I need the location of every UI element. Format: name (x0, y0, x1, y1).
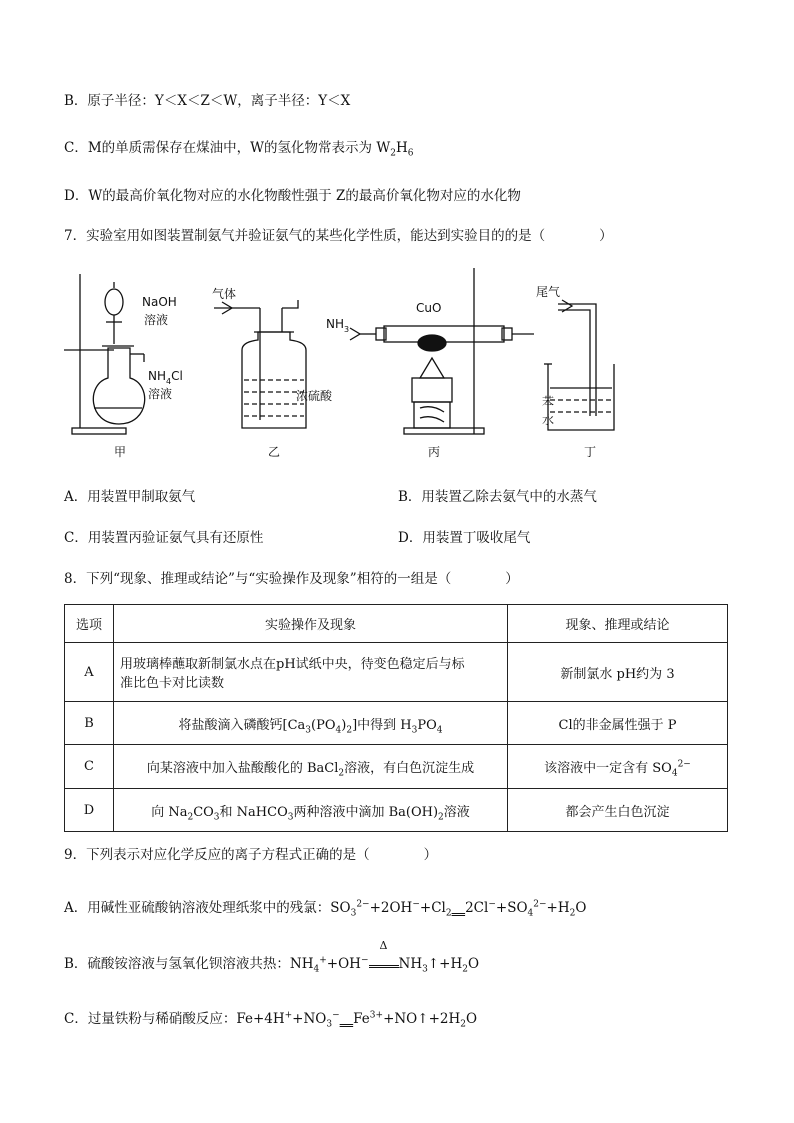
question-7-stem: 7．实验室用如图装置制氨气并验证氨气的某些化学性质，能达到实验目的的是（ ） (64, 228, 613, 244)
header-conclusion: 现象、推理或结论 (508, 605, 728, 643)
q9-option-b: B．硫酸铵溶液与氢氧化钡溶液共热：$NH_4^++OH^-$ Δ $NH_3↑+H_2O$ (64, 939, 480, 975)
table-row (65, 643, 728, 702)
row-conclusion: 该溶液中一定含有 $SO_4^{2-}$ (508, 745, 728, 789)
q7-option-d: D．用装置丁吸收尾气 (398, 530, 531, 546)
option-c-line: C．M的单质需保存在煤油中，W的氢化物常表示为 $W_2H_6$ (64, 140, 414, 159)
row-operation: 将盐酸滴入磷酸钙$[Ca_3(PO_4)_2]$中得到 $H_3PO_4$ (114, 702, 508, 745)
row-conclusion: Cl的非金属性强于 P (508, 702, 728, 745)
label-water: 水 (542, 413, 555, 427)
caption-bing: 丙 (428, 445, 441, 459)
apparatus-figure (64, 268, 620, 464)
row-operation: 向 $Na_2CO_3$和 NaHCO$_3$两种溶液中滴加 $Ba(OH)_2$溶液 (114, 789, 508, 832)
q7-option-b: B．用装置乙除去氨气中的水蒸气 (398, 489, 597, 505)
question-9-stem: 9．下列表示对应化学反应的离子方程式正确的是（ ） (64, 847, 438, 863)
q7-option-a: A．用装置甲制取氨气 (64, 489, 196, 505)
option-d-line: D．W的最高价氧化物对应的水化物酸性强于 Z的最高价氧化物对应的水化物 (64, 188, 521, 204)
label-cuo: CuO (416, 301, 442, 315)
label-benzene: 苯 (542, 395, 555, 409)
cuo-powder (418, 335, 446, 351)
caption-ding: 丁 (584, 445, 597, 459)
row-option: A (65, 643, 114, 702)
label-conc-sulfuric-acid: 浓硫酸 (296, 389, 333, 403)
burner-flame (420, 358, 444, 378)
beaker (548, 364, 614, 430)
label-nh4cl: $NH_4Cl$ (148, 369, 183, 386)
row-conclusion: 都会产生白色沉淀 (508, 789, 728, 832)
row-operation: 向某溶液中加入盐酸酸化的 BaCl$_2$溶液，有白色沉淀生成 (114, 745, 508, 789)
header-option: 选项 (65, 605, 114, 643)
caption-yi: 乙 (268, 445, 281, 459)
label-nh4cl-solution: 溶液 (148, 387, 173, 401)
header-operation: 实验操作及现象 (114, 605, 508, 643)
wooden-block (414, 402, 450, 428)
label-naoh-solution: 溶液 (144, 313, 169, 327)
label-tail-gas: 尾气 (536, 285, 561, 299)
table-row (65, 745, 728, 789)
label-gas: 气体 (212, 287, 237, 301)
row-operation: 用玻璃棒蘸取新制氯水点在pH试纸中央，待变色稳定后与标 准比色卡对比读数 (114, 643, 508, 702)
stand-base-a (72, 428, 126, 434)
round-flask (93, 348, 144, 424)
option-b-line: B．原子半径：Y＜X＜Z＜W，离子半径：Y＜X (64, 93, 351, 109)
q7-option-c: C．用装置丙验证氨气具有还原性 (64, 530, 264, 546)
label-naoh: NaOH (142, 295, 177, 309)
alcohol-lamp (412, 378, 452, 402)
sep-funnel (105, 289, 123, 315)
question-8-stem: 8．下列“现象、推理或结论”与“实验操作及现象”相符的一组是（ ） (64, 571, 519, 587)
label-nh3: $NH_3$ (326, 317, 350, 334)
row-option: C (65, 745, 114, 789)
q8-table (64, 604, 728, 832)
table-row (65, 702, 728, 745)
row-option: D (65, 789, 114, 832)
row-conclusion: 新制氯水 pH约为 3 (508, 643, 728, 702)
row-option: B (65, 702, 114, 745)
caption-jia: 甲 (114, 445, 127, 459)
table-row (65, 789, 728, 832)
q9-option-c: C．过量铁粉与稀硝酸反应：$Fe+4H^++NO_3^-$ $Fe^{3+}+NO↑+2H_2O$ (64, 1010, 478, 1030)
table-header-row (65, 605, 728, 643)
q9-option-a: A．用碱性亚硫酸钠溶液处理纸浆中的残氯：$SO_3^{2-}+2OH^-+Cl_2$ $2Cl^-+SO_4^{2-}+H_2O$ (64, 899, 587, 919)
